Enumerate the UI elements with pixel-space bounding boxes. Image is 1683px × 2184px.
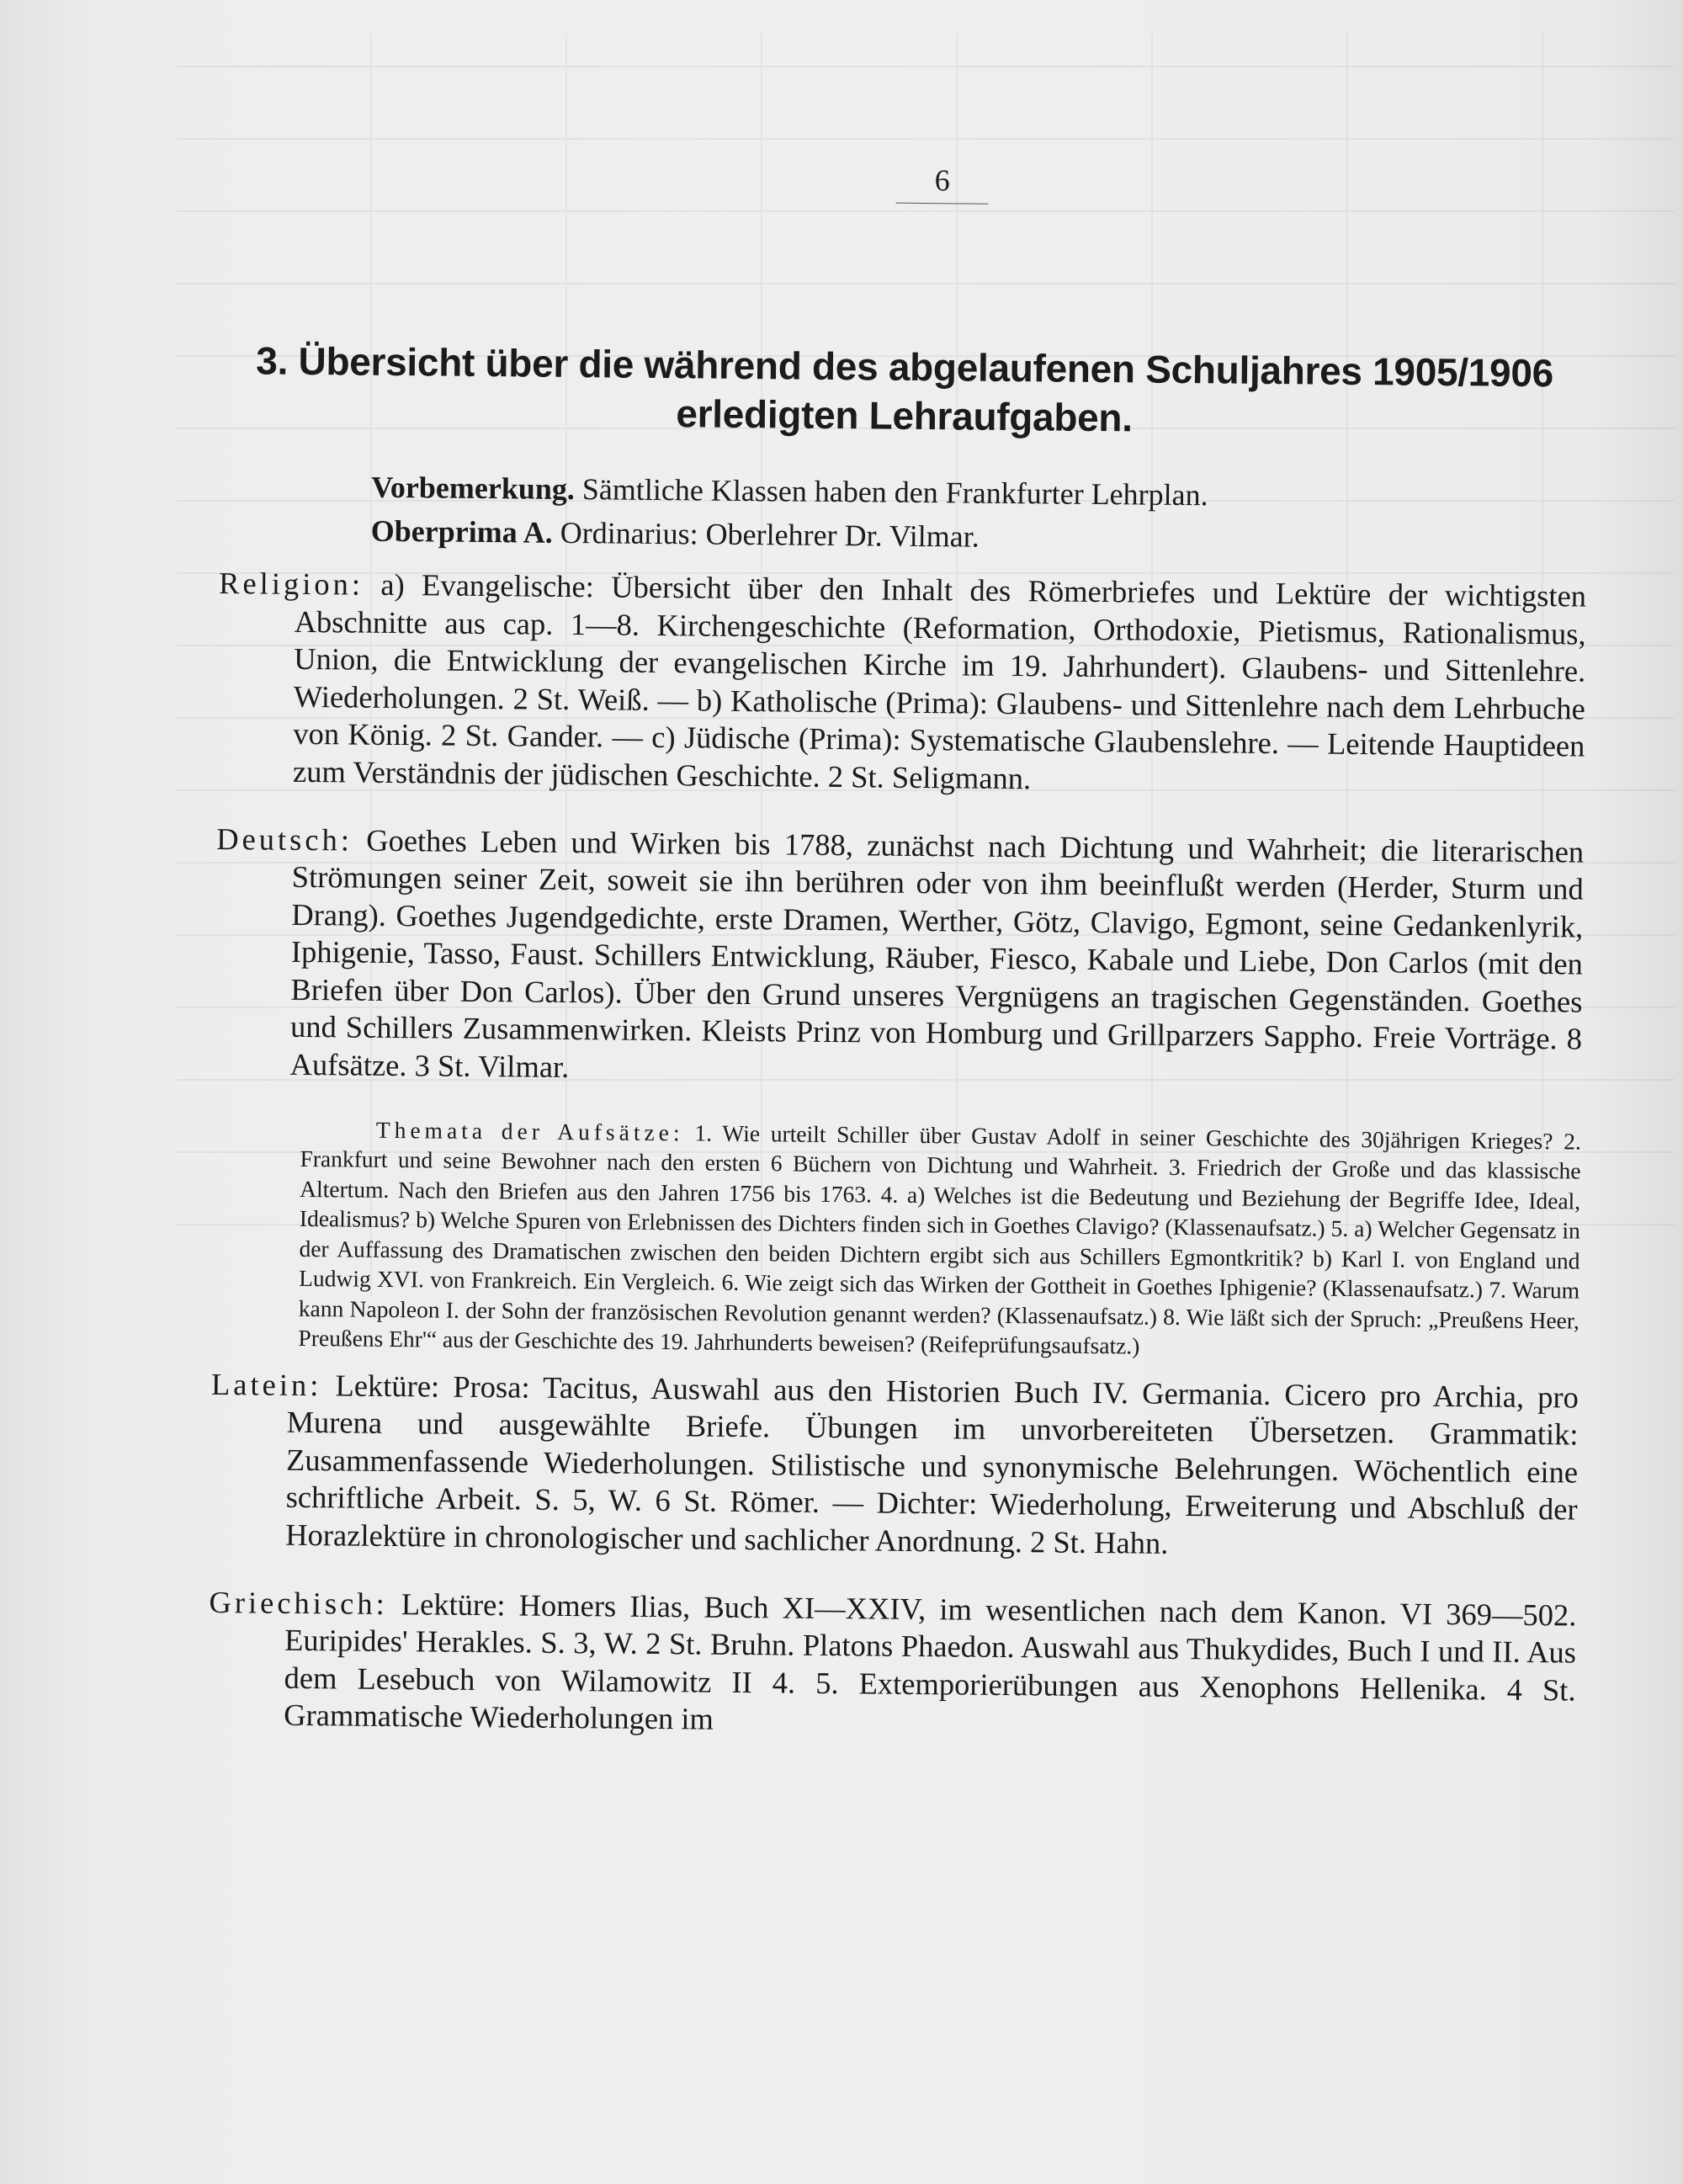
essay-topics <box>211 1113 1581 1365</box>
griechisch-label: Griechisch: <box>209 1584 388 1621</box>
religion-text: a) Evangelische: Übersicht über den Inhalt des Römerbriefes und Lektüre der wichtigsten Abschnitte aus cap. 1—8. Kirchengeschichte (Reformation, Orthodoxie, Pietismus, Rationalismus, Union, die Entwicklung der evangelischen Kirche im 19. Jahrhundert). Glaubens- und Sittenlehre. Wiederholungen. 2 St. Weiß. — b) Katholische (Prima): Glaubens- und Sittenlehre nach dem Lehrbuche von König. 2 St. Gander. — c) Jüdische (Prima): Systematische Glaubenslehre. — Leitende Hauptideen zum Verständnis der jüdischen Geschichte. 2 St. Seligmann. <box>292 566 1587 795</box>
deutsch-label: Deutsch: <box>216 821 353 858</box>
essay-topics-text: 1. Wie urteilt Schiller über Gustav Adolf in seiner Geschichte des 30jährigen Krieges? 2. Frankfurt und seine Bewohner nach den ersten 6 Büchern von Dichtung und Wahrheit. 3. Friedrich der Große und das klassische Altertum. Nach den Briefen aus den Jahren 1756 bis 1763. 4. a) Welches ist die Bedeutung und Beziehung der Begriffe Idee, Ideal, Idealismus? b) Welche Spuren von Erlebnissen des Dichters finden sich in Goethes Clavigo? (Klassenaufsatz.) 5. a) Welcher Gegensatz in der Auffassung des Dramatischen zwischen den beiden Dichtern ergibt sich aus Schillers Egmontkritik? b) Karl I. von England und Ludwig XVI. von Frankreich. Ein Vergleich. 6. Wie zeigt sich das Wirken der Gottheit in Goethes Iphigenie? (Klassenaufsatz.) 7. Warum kann Napoleon I. der Sohn der französischen Revolution genannt werden? (Klassenaufsatz.) 8. Wie läßt sich der Spruch: „Preußens Heer, Preußens Ehr'“ aus der Geschichte des 19. Jahrhunderts beweisen? (Reifeprüfungsaufsatz.) <box>298 1119 1582 1359</box>
latein-text: Lektüre: Prosa: Tacitus, Auswahl aus den Historien Buch IV. Germania. Cicero pro Archia, pro Murena und ausgewählte Briefe. Übungen im unvorbereiteten Übersetzen. Grammatik: Zusammenfassende Wiederholungen. Stilistische und synonymische Belehrungen. Wöchentlich eine schriftliche Arbeit. S. 5, W. 6 St. Römer. — Dichter: Wiederholung, Erweiterung und Abschluß der Horazlektüre in chronologischer und sachlicher Anordnung. 2 St. Hahn. <box>285 1367 1579 1560</box>
deutsch-text: Goethes Leben und Wirken bis 1788, zunächst nach Dichtung und Wahrheit; die literarischen Strömungen seiner Zeit, soweit sie ihn berühren oder von ihm beeinflußt werden (Herder, Sturm und Drang). Goethes Jugendgedichte, erste Dramen, Werther, Götz, Clavigo, Egmont, seine Gedankenlyrik, Iphigenie, Tasso, Faust. Schillers Entwicklung, Räuber, Fiesco, Kabale und Liebe, Don Carlos (mit den Briefen über Don Carlos). Über den Grund unseres Vergnügens an tragischen Gegenständen. Goethes und Schillers Zusammenwirken. Kleists Prinz von Homburg und Grillparzers Sappho. Freie Vorträge. 8 Aufsätze. 3 St. Vilmar. <box>289 822 1585 1084</box>
class-label: Oberprima A. <box>370 513 553 550</box>
page-content <box>208 156 1590 1777</box>
latein-label: Latein: <box>210 1366 322 1402</box>
section-heading <box>220 336 1589 447</box>
griechisch-section <box>208 1583 1577 1746</box>
page-number: 6 <box>895 162 988 205</box>
class-teacher: Ordinarius: Oberlehrer Dr. Vilmar. <box>560 515 980 554</box>
religion-section <box>217 565 1586 803</box>
preliminary-note-label: Vorbemerkung. <box>371 470 576 507</box>
latein-section <box>210 1365 1579 1565</box>
essay-topics-label: Themata der Aufsätze: <box>375 1116 684 1145</box>
heading-line-2: erledigten Lehraufgaben. <box>676 391 1133 440</box>
heading-line-1: 3. Übersicht über die während des abgelaufenen Schuljahres 1905/1906 <box>256 338 1554 396</box>
preliminary-note-text: Sämtliche Klassen haben den Frankfurter Lehrplan. <box>581 472 1208 513</box>
deutsch-section <box>214 820 1584 1095</box>
religion-label: Religion: <box>218 565 364 602</box>
griechisch-text: Lektüre: Homers Ilias, Buch XI—XXIV, im wesentlichen nach dem Kanon. VI 369—502. Euripides' Herakles. S. 3, W. 2 St. Bruhn. Platons Phaedon. Auswahl aus Thukydides, Buch I und II. Aus dem Lesebuch von Wilamowitz II 4. 5. Extemporierübungen aus Xenophons Hellenika. 4 St. Grammatische Wiederholungen im <box>284 1586 1577 1736</box>
